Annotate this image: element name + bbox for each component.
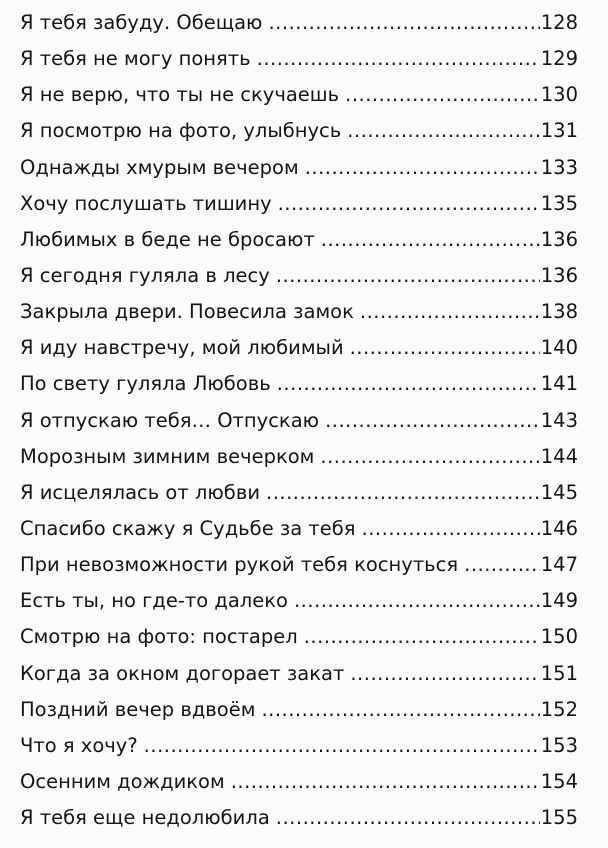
dot-leader <box>257 47 540 70</box>
toc-entry-page: 135 <box>540 191 578 215</box>
toc-entry <box>20 11 578 47</box>
toc-entry <box>20 409 578 445</box>
toc-entry-title: Морозным зимним вечерком <box>20 444 315 468</box>
toc-entry <box>20 445 578 481</box>
toc-entry-page: 141 <box>540 372 578 396</box>
toc-entry-title: Я тебя не могу понять <box>20 47 251 71</box>
toc-entry-title: Смотрю на фото: постарел <box>20 625 298 649</box>
toc-entry <box>20 83 578 119</box>
toc-entry <box>20 734 578 770</box>
toc-entry-page: 155 <box>540 806 578 830</box>
toc-entry-title: Я посмотрю на фото, улыбнусь <box>20 119 342 143</box>
dot-leader <box>268 11 539 34</box>
toc-entry <box>20 336 578 372</box>
toc-entry-title: Я отпускаю тебя… Отпускаю <box>20 408 320 432</box>
toc-entry <box>20 300 578 336</box>
toc-entry-page: 152 <box>540 697 578 721</box>
dot-leader <box>304 625 540 648</box>
dot-leader <box>261 698 539 721</box>
toc-entry-title: Я исцелялась от любви <box>20 480 260 504</box>
toc-entry-title: Что я хочу? <box>20 733 138 757</box>
toc-entry <box>20 372 578 408</box>
toc-entry-title: Хочу послушать тишину <box>20 191 272 215</box>
toc-entry <box>20 625 578 661</box>
dot-leader <box>294 589 540 612</box>
toc-entry-page: 144 <box>540 444 578 468</box>
dot-leader <box>320 445 539 468</box>
dot-leader <box>347 119 540 142</box>
toc-entry <box>20 553 578 589</box>
toc-entry <box>20 589 578 625</box>
toc-entry <box>20 47 578 83</box>
dot-leader <box>325 409 540 432</box>
toc-entry <box>20 264 578 300</box>
dot-leader <box>144 734 540 757</box>
toc-entry-title: Когда за окном догорает закат <box>20 661 345 685</box>
toc-entry <box>20 806 578 842</box>
toc-entry-page: 149 <box>540 589 578 613</box>
toc-entry-page: 153 <box>540 733 578 757</box>
toc-entry <box>20 156 578 192</box>
toc-entry <box>20 481 578 517</box>
toc-entry-page: 129 <box>540 47 578 71</box>
dot-leader <box>360 300 540 323</box>
toc-entry-title: При невозможности рукой тебя коснуться <box>20 553 459 577</box>
toc-entry-page: 131 <box>540 119 578 143</box>
dot-leader <box>276 264 540 287</box>
toc-entry-title: Поздний вечер вдвоём <box>20 697 256 721</box>
dot-leader <box>464 553 540 576</box>
toc-entry <box>20 228 578 264</box>
toc-entry-title: По свету гуляла Любовь <box>20 372 271 396</box>
toc-entry-title: Есть ты, но где-то далеко <box>20 589 288 613</box>
dot-leader <box>362 517 540 540</box>
toc-entry-page: 130 <box>540 83 578 107</box>
toc-entry-page: 150 <box>540 625 578 649</box>
dot-leader <box>350 336 540 359</box>
toc-entry <box>20 517 578 553</box>
dot-leader <box>305 156 540 179</box>
toc-entry-page: 136 <box>540 227 578 251</box>
toc-entry-page: 147 <box>540 553 578 577</box>
toc-entry <box>20 662 578 698</box>
toc-entry <box>20 192 578 228</box>
dot-leader <box>231 770 540 793</box>
dot-leader <box>276 806 540 829</box>
toc-entry-page: 154 <box>540 769 578 793</box>
toc-entry-page: 133 <box>540 155 578 179</box>
dot-leader <box>277 372 540 395</box>
toc-entry-title: Я тебя еще недолюбила <box>20 806 270 830</box>
toc-entry-page: 143 <box>540 408 578 432</box>
toc-entry <box>20 698 578 734</box>
toc-entry-title: Я сегодня гуляла в лесу <box>20 263 270 287</box>
dot-leader <box>266 481 540 504</box>
toc-entry-title: Я тебя забуду. Обещаю <box>20 11 263 34</box>
toc-entry-title: Я не верю, что ты не скучаешь <box>20 83 340 107</box>
dot-leader <box>345 83 540 106</box>
toc-entry-title: Закрыла двери. Повесила замок <box>20 300 354 324</box>
toc-entry-page: 140 <box>540 336 578 360</box>
toc-entry <box>20 770 578 806</box>
toc-entry-title: Осенним дождиком <box>20 769 225 793</box>
toc-entry-title: Любимых в беде не бросают <box>20 227 315 251</box>
dot-leader <box>321 228 540 251</box>
table-of-contents <box>20 11 578 842</box>
toc-entry-page: 136 <box>540 263 578 287</box>
dot-leader <box>278 192 540 215</box>
toc-entry-title: Однажды хмурым вечером <box>20 155 299 179</box>
dot-leader <box>350 662 539 685</box>
toc-entry-page: 151 <box>540 661 578 685</box>
toc-entry <box>20 119 578 155</box>
toc-entry-page: 145 <box>540 480 578 504</box>
toc-entry-title: Я иду навстречу, мой любимый <box>20 336 344 360</box>
toc-entry-page: 128 <box>540 11 578 34</box>
toc-entry-page: 146 <box>540 516 578 540</box>
toc-entry-title: Спасибо скажу я Судьбе за тебя <box>20 516 356 540</box>
toc-entry-page: 138 <box>540 300 578 324</box>
